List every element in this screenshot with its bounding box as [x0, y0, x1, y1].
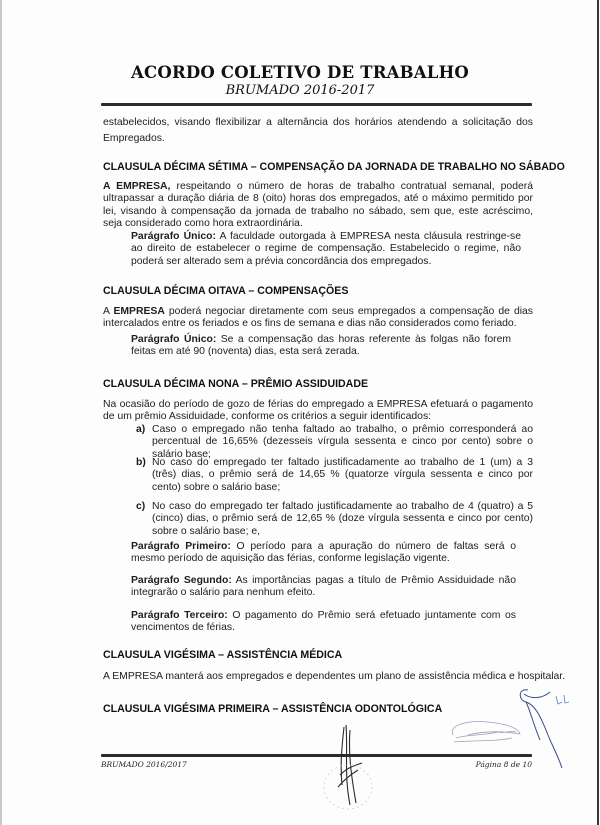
paragraph-primeiro: [131, 541, 516, 566]
item-a-text: Caso o empregado não tenha faltado ao trabalho, o prêmio corresponderá ao percentual de 16,65% (dezesseis vírgula sessenta e cinco por cento) sobre o salário base;: [152, 424, 533, 460]
paragraph-text: A faculdade outorgada à EMPRESA nesta cláusula restringe-se ao direito de estabelecer o regime de compensação. Estabelecido o regime, não poderá ser alterado sem a prévia concordância dos empregados.: [131, 231, 521, 267]
company-bold: A EMPRESA,: [103, 181, 171, 192]
clause-20-body: A EMPRESA manterá aos empregados e dependentes um plano de assistência médica e hospitalar.: [103, 671, 566, 682]
footer-left: BRUMADO 2016/2017: [101, 760, 187, 769]
header-rule: [101, 103, 532, 106]
scan-edge-left: [0, 0, 2, 825]
page-number: Página 8 de 10: [475, 760, 532, 769]
item-a-label: a): [136, 424, 146, 435]
paragraph-segundo: [131, 575, 516, 600]
clause-17-paragraph: [131, 231, 521, 268]
company-bold: EMPRESA: [113, 306, 165, 317]
paragraph-text: O período para a apuração do número de faltas será o mesmo período de aquisição das férias, conforme legislação vigente.: [131, 541, 517, 565]
clause-19-body: Na ocasião do período de gozo de férias do empregado a EMPRESA efetuará o pagamento de um prêmio Assiduidade, conforme os critérios a seguir identificados:: [103, 399, 533, 423]
paragraph-label: Parágrafo Segundo:: [131, 575, 232, 586]
clause-18-text: poderá negociar diretamente com seus empregados a compensação de dias intercalados entre os feriados e os fins de semana e dias não considerados como feriado.: [103, 306, 533, 330]
item-c-label: c): [136, 501, 146, 512]
clause-18-lead: A: [103, 306, 114, 317]
clause-17-heading: CLAUSULA DÉCIMA SÉTIMA – COMPENSAÇÃO DA JORNADA DE TRABALHO NO SÁBADO: [103, 161, 565, 173]
item-b-text: No caso do empregado ter faltado justificadamente ao trabalho de 1 (um) a 3 (três) dias, o prêmio será de 14,65 % (quatorze vírgula sessenta e cinco por cento) sobre o salário base;: [152, 457, 533, 493]
clause-19-heading: CLAUSULA DÉCIMA NONA – PRÊMIO ASSIDUIDADE: [103, 378, 369, 390]
clause-17-text: respeitando o número de horas de trabalho contratual semanal, poderá ultrapassar a duração diária de 8 (oito) horas dos empregados, até o máximo permitido por lei, visando à compensação da jornada de trabalho no sábado, sem que, este acréscimo, seja considerado como hora extraordinária.: [103, 181, 533, 230]
clause-18-heading: CLAUSULA DÉCIMA OITAVA – COMPENSAÇÕES: [103, 285, 349, 297]
clause-18-body: [103, 306, 533, 331]
paragraph-label: Parágrafo Primeiro:: [131, 541, 231, 552]
clause-20-heading: CLAUSULA VIGÉSIMA – ASSISTÊNCIA MÉDICA: [103, 649, 343, 661]
center-signature: [328, 725, 378, 810]
paragraph-label: Parágrafo Único:: [131, 231, 216, 242]
item-b-label: b): [136, 457, 146, 468]
footer-rule: [101, 754, 532, 757]
paragraph-text: Se a compensação das horas referente às folgas não forem feitas em até 90 (noventa) dias, esta será zerada.: [131, 334, 512, 358]
paragraph-text: As importâncias pagas a título de Prêmio Assiduidade não integrarão o salário para nenhum efeito.: [131, 575, 516, 599]
document-title: ACORDO COLETIVO DE TRABALHO: [131, 63, 469, 82]
document-subtitle: BRUMADO 2016-2017: [225, 83, 375, 98]
paragraph-text: O pagamento do Prêmio será efetuado juntamente com os vencimentos de férias.: [131, 610, 516, 634]
item-c-text: No caso do empregado ter faltado justificadamente ao trabalho de 4 (quatro) a 5 (cinco) dias, o prêmio será de 12,65 % (doze vírgula sessenta e cinco por cento) sobre o salário base; e,: [152, 501, 533, 537]
clause-21-heading: CLAUSULA VIGÉSIMA PRIMEIRA – ASSISTÊNCIA ODONTOLÓGICA: [103, 703, 443, 715]
paragraph-label: Parágrafo Único:: [131, 334, 217, 345]
paragraph-terceiro: [131, 610, 516, 635]
intro-continuation: estabelecidos, visando flexibilizar a alternância dos horários atendendo a solicitação dos Empregados.: [103, 117, 533, 144]
clause-18-paragraph: [131, 334, 511, 359]
clause-17-body: [103, 181, 533, 231]
scan-edge-right: [597, 0, 599, 825]
paragraph-label: Parágrafo Terceiro:: [131, 610, 228, 621]
